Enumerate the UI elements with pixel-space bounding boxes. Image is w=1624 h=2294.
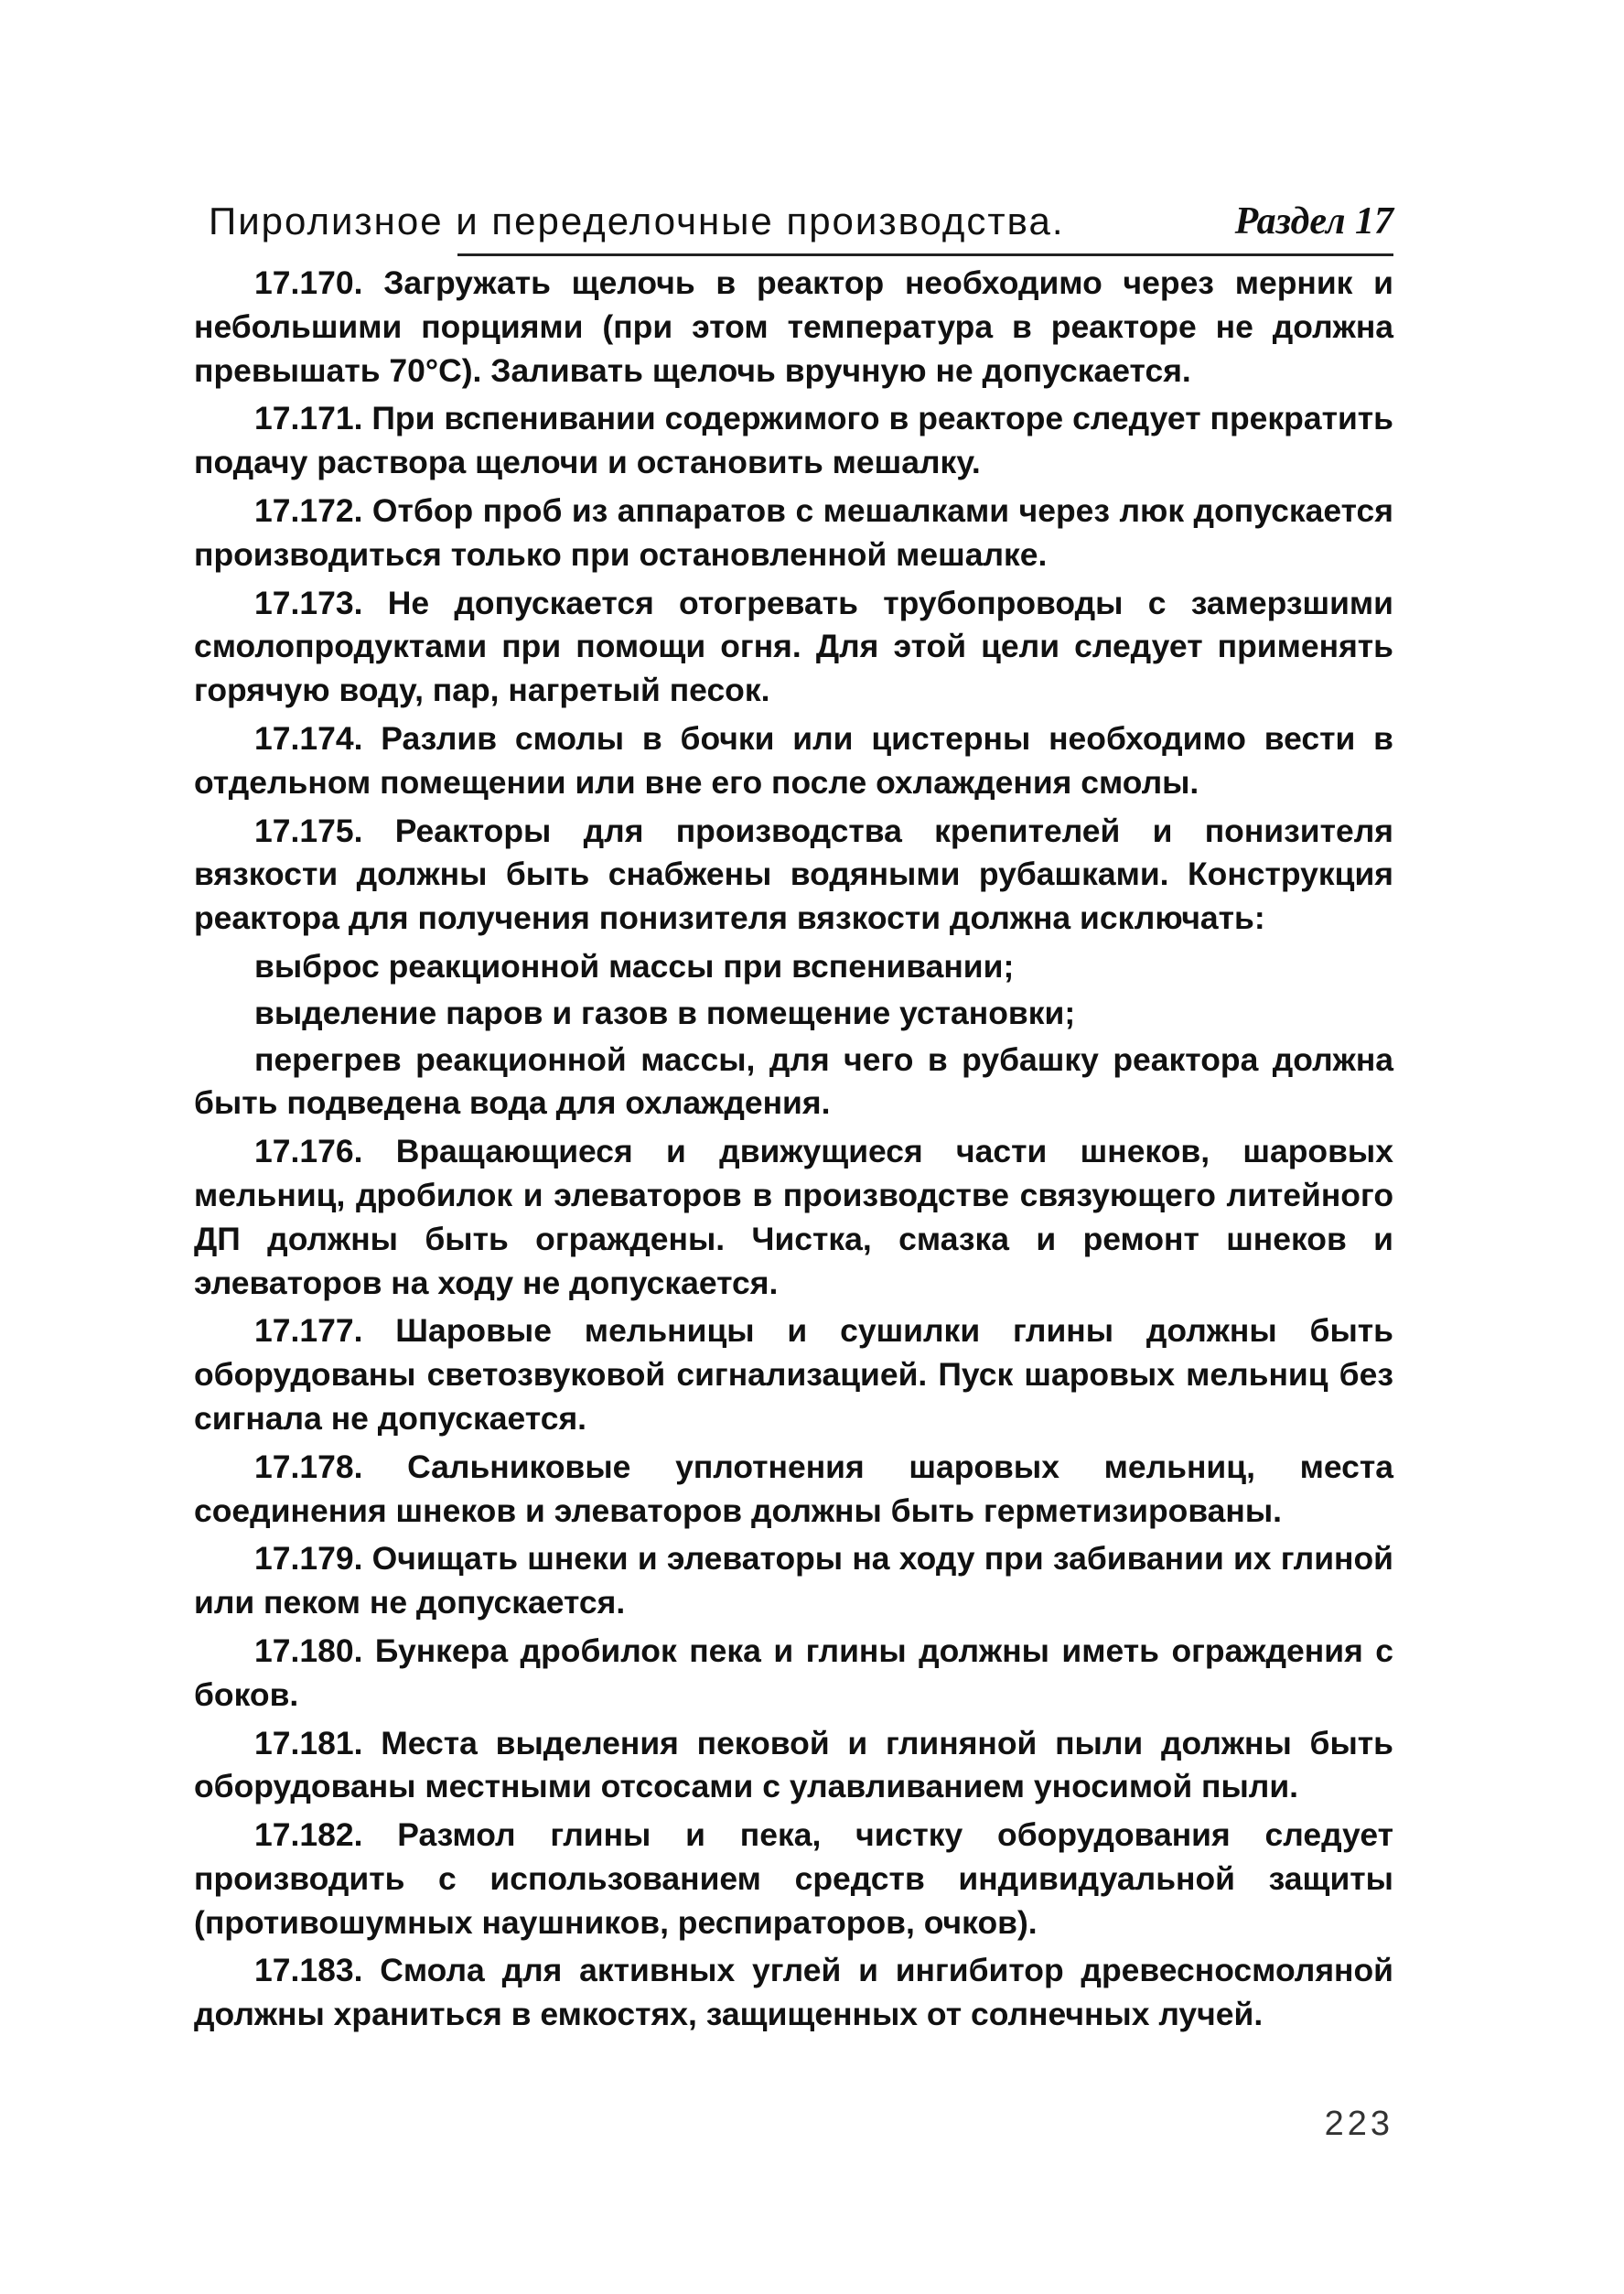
section-label: Раздел 17 bbox=[1234, 200, 1393, 242]
paragraph-17-179: 17.179. Очищать шнеки и элеваторы на ходу при забивании их глиной или пеком не допускается. bbox=[194, 1540, 1393, 1621]
paragraph-17-174: 17.174. Разлив смолы в бочки или цистерны необходимо вести в отдельном помещении или вне его после охлаждения смолы. bbox=[194, 719, 1393, 801]
paragraph-17-173: 17.173. Не допускается отогревать трубопроводы с замерзшими смолопродуктами при помощи огня. Для этой цели следует применять горячую воду, пар, нагретый песок. bbox=[194, 584, 1393, 709]
paragraph-17-181: 17.181. Места выделения пековой и глиняной пыли должны быть оборудованы местными отсосами с улавливанием уносимой пыли. bbox=[194, 1724, 1393, 1805]
page-number: 223 bbox=[1324, 2105, 1393, 2143]
paragraph-17-183: 17.183. Смола для активных углей и ингибитор древесносмоляной должны храниться в емкостях, защищенных от солнечных лучей. bbox=[194, 1952, 1393, 2033]
paragraph-17-178: 17.178. Сальниковые уплотнения шаровых мельниц, места соединения шнеков и элеваторов должны быть герметизированы. bbox=[194, 1448, 1393, 1529]
paragraph-17-177: 17.177. Шаровые мельницы и сушилки глины должны быть оборудованы светозвуковой сигнализацией. Пуск шаровых мельниц без сигнала не допускается. bbox=[194, 1312, 1393, 1437]
list-item-foam-release: выброс реакционной массы при вспенивании; bbox=[254, 947, 1015, 985]
body-text bbox=[194, 262, 1393, 2041]
paragraph-17-175: 17.175. Реакторы для производства крепителей и понизителя вязкости должны быть снабжены водяными рубашками. Конструкция реактора для получения понизителя вязкости должна исключать: bbox=[194, 812, 1393, 937]
paragraph-17-171: 17.171. При вспенивании содержимого в реакторе следует прекратить подачу раствора щелочи и остановить мешалку. bbox=[194, 400, 1393, 481]
chapter-title: Пиролизное и переделочные производства. bbox=[209, 199, 1065, 242]
list-item-vapor-release: выделение паров и газов в помещение установки; bbox=[254, 994, 1076, 1031]
paragraph-17-172: 17.172. Отбор проб из аппаратов с мешалками через люк допускается производиться только при остановленной мешалке. bbox=[194, 491, 1393, 573]
paragraph-17-176: 17.176. Вращающиеся и движущиеся части шнеков, шаровых мельниц, дробилок и элеваторов в производстве связующего литейного ДП должны быть ограждены. Чистка, смазка и ремонт шнеков и элеваторов на ходу не допускается. bbox=[194, 1133, 1393, 1301]
paragraph-17-182: 17.182. Размол глины и пека, чистку оборудования следует производить с использованием средств индивидуальной защиты (противошумных наушников, респираторов, очков). bbox=[194, 1816, 1393, 1941]
header-rule bbox=[457, 253, 1393, 256]
paragraph-17-170: 17.170. Загружать щелочь в реактор необходимо через мерник и небольшими порциями (при этом температура в реакторе не должна превышать 70°С). Заливать щелочь вручную не допускается. bbox=[194, 264, 1393, 389]
paragraph-17-180: 17.180. Бункера дробилок пека и глины должны иметь ограждения с боков. bbox=[194, 1632, 1393, 1713]
list-item-overheating: перегрев реакционной массы, для чего в рубашку реактора должна быть подведена вода для охлаждения. bbox=[194, 1040, 1393, 1122]
running-header bbox=[209, 192, 1393, 251]
